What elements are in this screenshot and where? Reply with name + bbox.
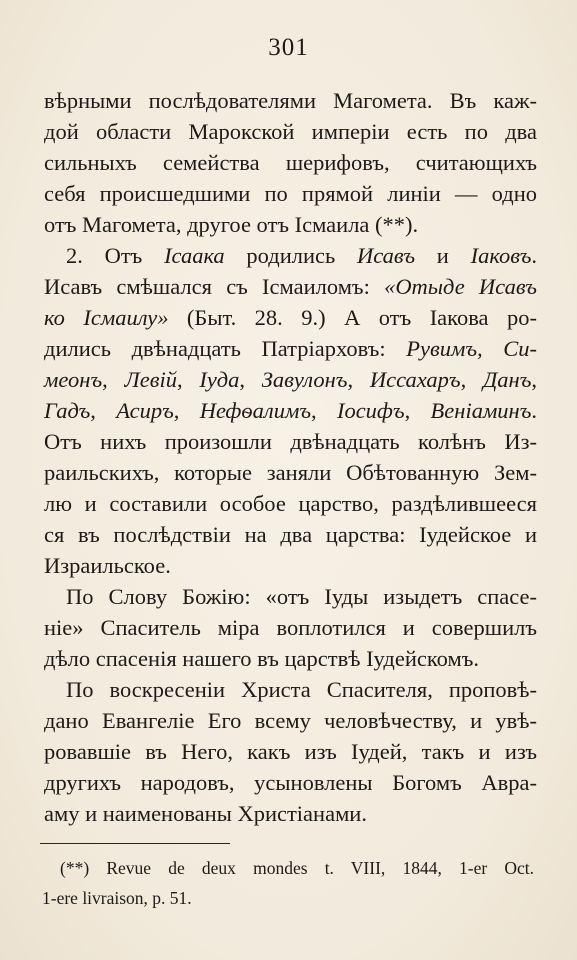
page-number: 301 — [268, 34, 309, 61]
italic-name: Іуда — [199, 367, 240, 392]
italic-name: Рувимъ, Си- — [406, 336, 537, 361]
text-line: ніе» Спаситель міра воплотился и совершилъ — [44, 615, 537, 640]
italic-name: Данъ — [482, 367, 532, 392]
text-line: Отъ нихъ произошли двѣнадцать колѣнъ Из- — [44, 429, 537, 454]
text-line: Исавъ смѣшался съ Ісмаиломъ: «Отыде Исавъ — [44, 274, 537, 299]
text-line: дѣло спасенія нашего въ царствѣ Іудейскомъ. — [44, 646, 479, 671]
footnote-line: (**) Revue de deux mondes t. VIII, 1844, 1-er Oct. — [60, 858, 534, 878]
text-line: 2. Отъ Ісаака родились Исавъ и Іаковъ. — [66, 243, 538, 268]
text-line: меонъ, Левій, Іуда, Завулонъ, Иссахаръ, Данъ, — [44, 367, 537, 392]
italic-name: Іосифъ — [336, 398, 405, 423]
italic-name: Иссахаръ — [369, 367, 461, 392]
italic-quote: ко Ісмаилу» — [44, 305, 169, 330]
text-line: вѣрными послѣдователями Магомета. Въ каж- — [44, 88, 537, 113]
text-line: Гадъ, Асиръ, Нефѳалимъ, Іосифъ, Веніаминъ. — [44, 398, 538, 423]
italic-name: Левій — [124, 367, 177, 392]
text-line: лю и составили особое царство, раздѣлившееся — [44, 491, 537, 516]
text-line: дой области Марокской имперіи есть по два — [44, 119, 537, 144]
text-line: аму и наименованы Христіанами. — [44, 801, 367, 826]
italic-name: меонъ — [44, 367, 103, 392]
text-line: себя происшедшими по прямой линіи — одно — [44, 181, 537, 206]
text-line: отъ Магомета, другое отъ Ісмаила (**). — [44, 212, 419, 237]
text-line: сильныхъ семейства шерифовъ, считающихъ — [44, 150, 537, 175]
italic-name: Гадъ — [44, 398, 91, 423]
text-line: дано Евангеліе Его всему человѣчеству, и увѣ- — [44, 708, 537, 733]
text-line: ся въ послѣдствіи на два царства: Іудейское и — [44, 522, 537, 547]
italic-name: Асиръ — [116, 398, 174, 423]
italic-name: Завулонъ — [261, 367, 348, 392]
text-line: ровавшіе въ Него, какъ изъ Іудей, такъ и изъ — [44, 739, 537, 764]
italic-name: Исавъ — [357, 243, 416, 268]
italic-name: Нефѳалимъ — [199, 398, 311, 423]
text-line: Израильское. — [44, 553, 171, 578]
text-line: раильскихъ, которые заняли Обѣтованную Зем- — [44, 460, 537, 485]
text-line: ко Ісмаилу» (Быт. 28. 9.) А отъ Іакова ро- — [44, 305, 537, 330]
text-line: другихъ народовъ, усыновлены Богомъ Авра- — [44, 770, 537, 795]
italic-name: Іаковъ — [470, 243, 532, 268]
italic-quote: «Отыде Исавъ — [384, 274, 537, 299]
italic-name: Веніаминъ — [430, 398, 532, 423]
text-line: По воскресеніи Христа Спасителя, проповѣ- — [66, 677, 537, 702]
text-line: дились двѣнадцать Патріарховъ: Рувимъ, Си- — [44, 336, 537, 361]
footnote-line: 1-ere livraison, p. 51. — [42, 888, 192, 908]
italic-name: Ісаака — [164, 243, 225, 268]
text-line: По Слову Божію: «отъ Іуды изыдетъ спасе- — [66, 584, 537, 609]
footnote-divider — [40, 843, 230, 844]
